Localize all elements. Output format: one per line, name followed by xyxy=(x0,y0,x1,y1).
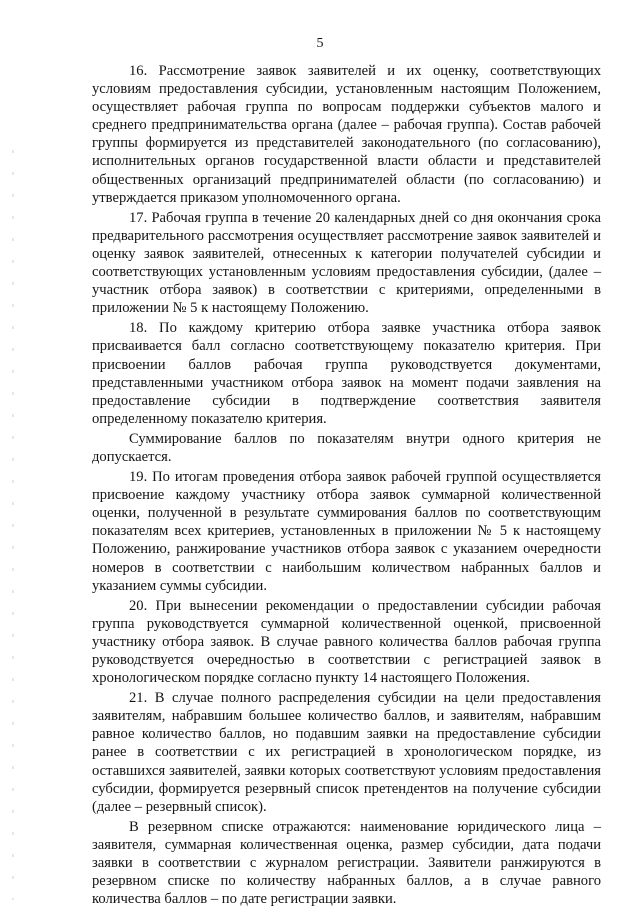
body-text xyxy=(92,62,601,908)
paragraph-16: 16. Рассмотрение заявок заявителей и их оценку, соответствующих условиям предоставления субсидии, установленным настоящим Положением, осуществляет рабочая группа по вопросам поддержки субъектов малого и среднего предпринимательства органа (далее – рабочая группа). Состав рабочей группы формируется из представителей законодательного (по согласованию), исполнительных органов государственной власти области и представителей общественных организаций предпринимателей области (по согласованию) и утверждается приказом уполномоченного органа. xyxy=(92,63,601,206)
page-number: 5 xyxy=(316,36,324,51)
paragraph-reserve-list: В резервном списке отражаются: наименование юридического лица – заявителя, суммарная количественная оценка, размер субсидии, дата подачи заявки в соответствии с журналом регистрации. Заявители ранжируются в резервном списке по количеству набранных баллов, а в случае равного количества баллов – по дате регистрации заявки. xyxy=(92,818,601,908)
paragraph-17: 17. Рабочая группа в течение 20 календарных дней со дня окончания срока предварительного рассмотрения осуществляет рассмотрение заявок заявителей и оценку заявок заявителей, отнесенных к категории получателей субсидии и соответствующих установленным условиям предоставления субсидии, (далее – участник отбора заявок) в соответствии с критериями, определенными в приложении № 5 к настоящему Положению. xyxy=(92,209,601,317)
paragraph-18: 18. По каждому критерию отбора заявке участника отбора заявок присваивается балл согласно соответствующему показателю критерия. При присвоении баллов рабочая группа руководствуется документами, представленными участником отбора заявок на момент подачи заявления на предоставление субсидии в подтверждение соответствия заявителя определенному показателю критерия. xyxy=(92,320,601,427)
scan-edge-marks xyxy=(12,150,14,900)
paragraph-21: 21. В случае полного распределения субсидии на цели предоставления заявителям, набравшим большее количество баллов, и заявителям, набравшим равное количество баллов, но подавшим заявки на предоставление субсидии ранее в соответствии с их регистрацией в хронологическом порядке, из оставшихся заявителей, заявки которых соответствуют условиям предоставления субсидии, формируется резервный список претендентов на получение субсидии (далее – резервный список). xyxy=(92,690,601,815)
paragraph-19: 19. По итогам проведения отбора заявок рабочей группой осуществляется присвоение каждому участнику отбора заявок суммарной количественной оценки, полученной в результате суммирования баллов по соответствующим показателям всех критериев, установленных в приложении № 5 к настоящему Положению, ранжирование участников отбора заявок с указанием очередности номеров в соответствии с наибольшим количеством набранных баллов и указанием суммы субсидии. xyxy=(92,469,601,594)
paragraph-20: 20. При вынесении рекомендации о предоставлении субсидии рабочая группа руководствуется суммарной количественной оценкой, присвоенной участнику отбора заявок. В случае равного количества баллов рабочая группа руководствуется очередностью в соответствии с регистрацией заявок в хронологическом порядке согласно пункту 14 настоящего Положения. xyxy=(92,597,601,687)
paragraph-18-note: Суммирование баллов по показателям внутри одного критерия не допускается. xyxy=(92,430,601,465)
